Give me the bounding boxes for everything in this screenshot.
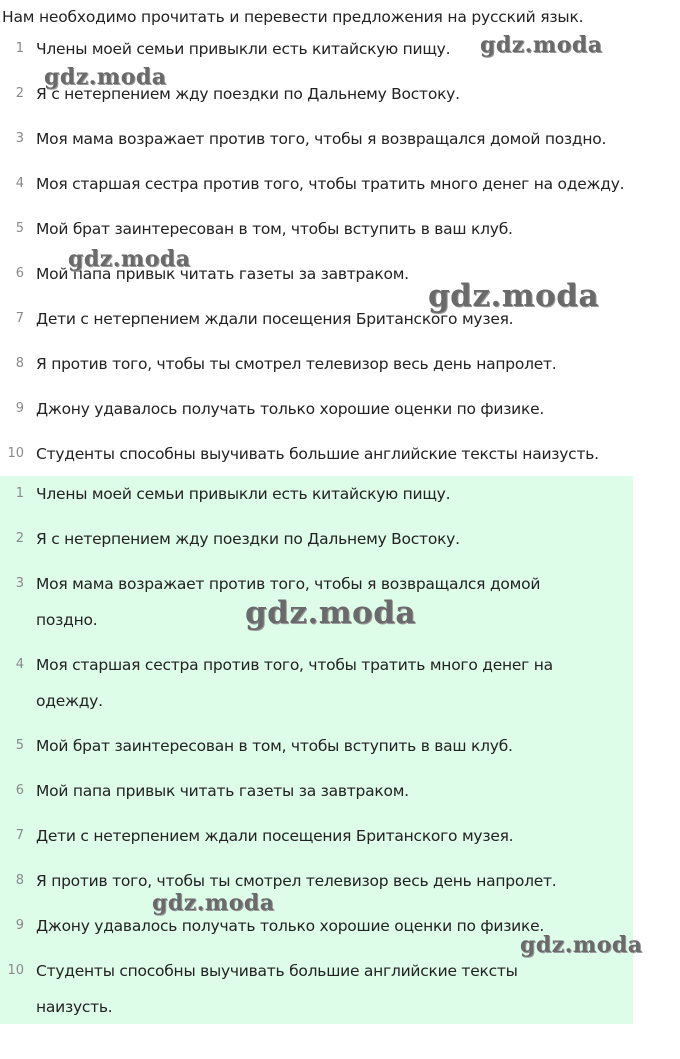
watermark: gdz.moda (152, 890, 275, 916)
watermark: gdz.moda (44, 64, 167, 90)
item-text: Мой папа привык читать газеты за завтраком. (36, 265, 409, 283)
item-text: Дети с нетерпением ждали посещения Британского музея. (36, 310, 514, 328)
item-text: Члены моей семьи привыкли есть китайскую пищу. (36, 40, 451, 58)
item-text: Моя мама возражает против того, чтобы я возвращался домой поздно. (36, 575, 541, 629)
item-number: 10 (7, 963, 24, 978)
item-number: 3 (15, 576, 24, 591)
list-item (0, 353, 680, 398)
list-item (0, 773, 633, 818)
list-item (0, 173, 680, 218)
item-number: 5 (15, 221, 24, 236)
item-number: 4 (15, 657, 24, 672)
item-number: 2 (15, 531, 24, 546)
item-text: Моя старшая сестра против того, чтобы тратить много денег на одежду. (36, 175, 625, 193)
list-item (0, 398, 680, 443)
item-number: 8 (15, 356, 24, 371)
item-text: Мой папа привык читать газеты за завтраком. (36, 782, 409, 800)
item-number: 9 (15, 401, 24, 416)
item-number: 1 (15, 486, 24, 501)
list-item (0, 818, 633, 863)
list-item (0, 476, 633, 521)
item-text: Моя старшая сестра против того, чтобы тратить много денег на одежду. (36, 656, 553, 710)
item-number: 6 (15, 783, 24, 798)
item-number: 7 (15, 828, 24, 843)
item-text: Студенты способны выучивать большие английские тексты наизусть. (36, 445, 599, 463)
item-text: Я против того, чтобы ты смотрел телевизор весь день напролет. (36, 872, 557, 890)
watermark: gdz.moda (480, 32, 603, 58)
item-number: 4 (15, 176, 24, 191)
item-number: 1 (15, 41, 24, 56)
intro-text: Нам необходимо прочитать и перевести предложения на русский язык. (2, 8, 584, 26)
item-text: Мой брат заинтересован в том, чтобы вступить в ваш клуб. (36, 737, 513, 755)
item-text: Я с нетерпением жду поездки по Дальнему Востоку. (36, 85, 460, 103)
list-item (0, 863, 633, 908)
item-number: 7 (15, 311, 24, 326)
watermark: gdz.moda (245, 595, 416, 631)
list-item (0, 521, 633, 566)
list-item (0, 728, 633, 773)
item-text: Члены моей семьи привыкли есть китайскую пищу. (36, 485, 451, 503)
item-number: 3 (15, 131, 24, 146)
item-number: 2 (15, 86, 24, 101)
list-item (0, 308, 680, 353)
item-text: Джону удавалось получать только хорошие оценки по физике. (36, 400, 545, 418)
item-text: Дети с нетерпением ждали посещения Британского музея. (36, 827, 514, 845)
item-number: 10 (7, 446, 24, 461)
item-text: Я с нетерпением жду поездки по Дальнему Востоку. (36, 530, 460, 548)
item-text: Джону удавалось получать только хорошие оценки по физике. (36, 917, 545, 935)
item-number: 9 (15, 918, 24, 933)
item-number: 6 (15, 266, 24, 281)
watermark: gdz.moda (520, 932, 643, 958)
item-text: Моя мама возражает против того, чтобы я возвращался домой поздно. (36, 130, 607, 148)
watermark: gdz.moda (428, 278, 599, 314)
item-number: 5 (15, 738, 24, 753)
list-item (0, 128, 680, 173)
item-text: Мой брат заинтересован в том, чтобы вступить в ваш клуб. (36, 220, 513, 238)
list-item (0, 647, 633, 728)
item-number: 8 (15, 873, 24, 888)
item-text: Я против того, чтобы ты смотрел телевизор весь день напролет. (36, 355, 557, 373)
item-text: Студенты способны выучивать большие английские тексты наизусть. (36, 962, 518, 1016)
list-item (0, 953, 633, 1034)
watermark: gdz.moda (68, 246, 191, 272)
